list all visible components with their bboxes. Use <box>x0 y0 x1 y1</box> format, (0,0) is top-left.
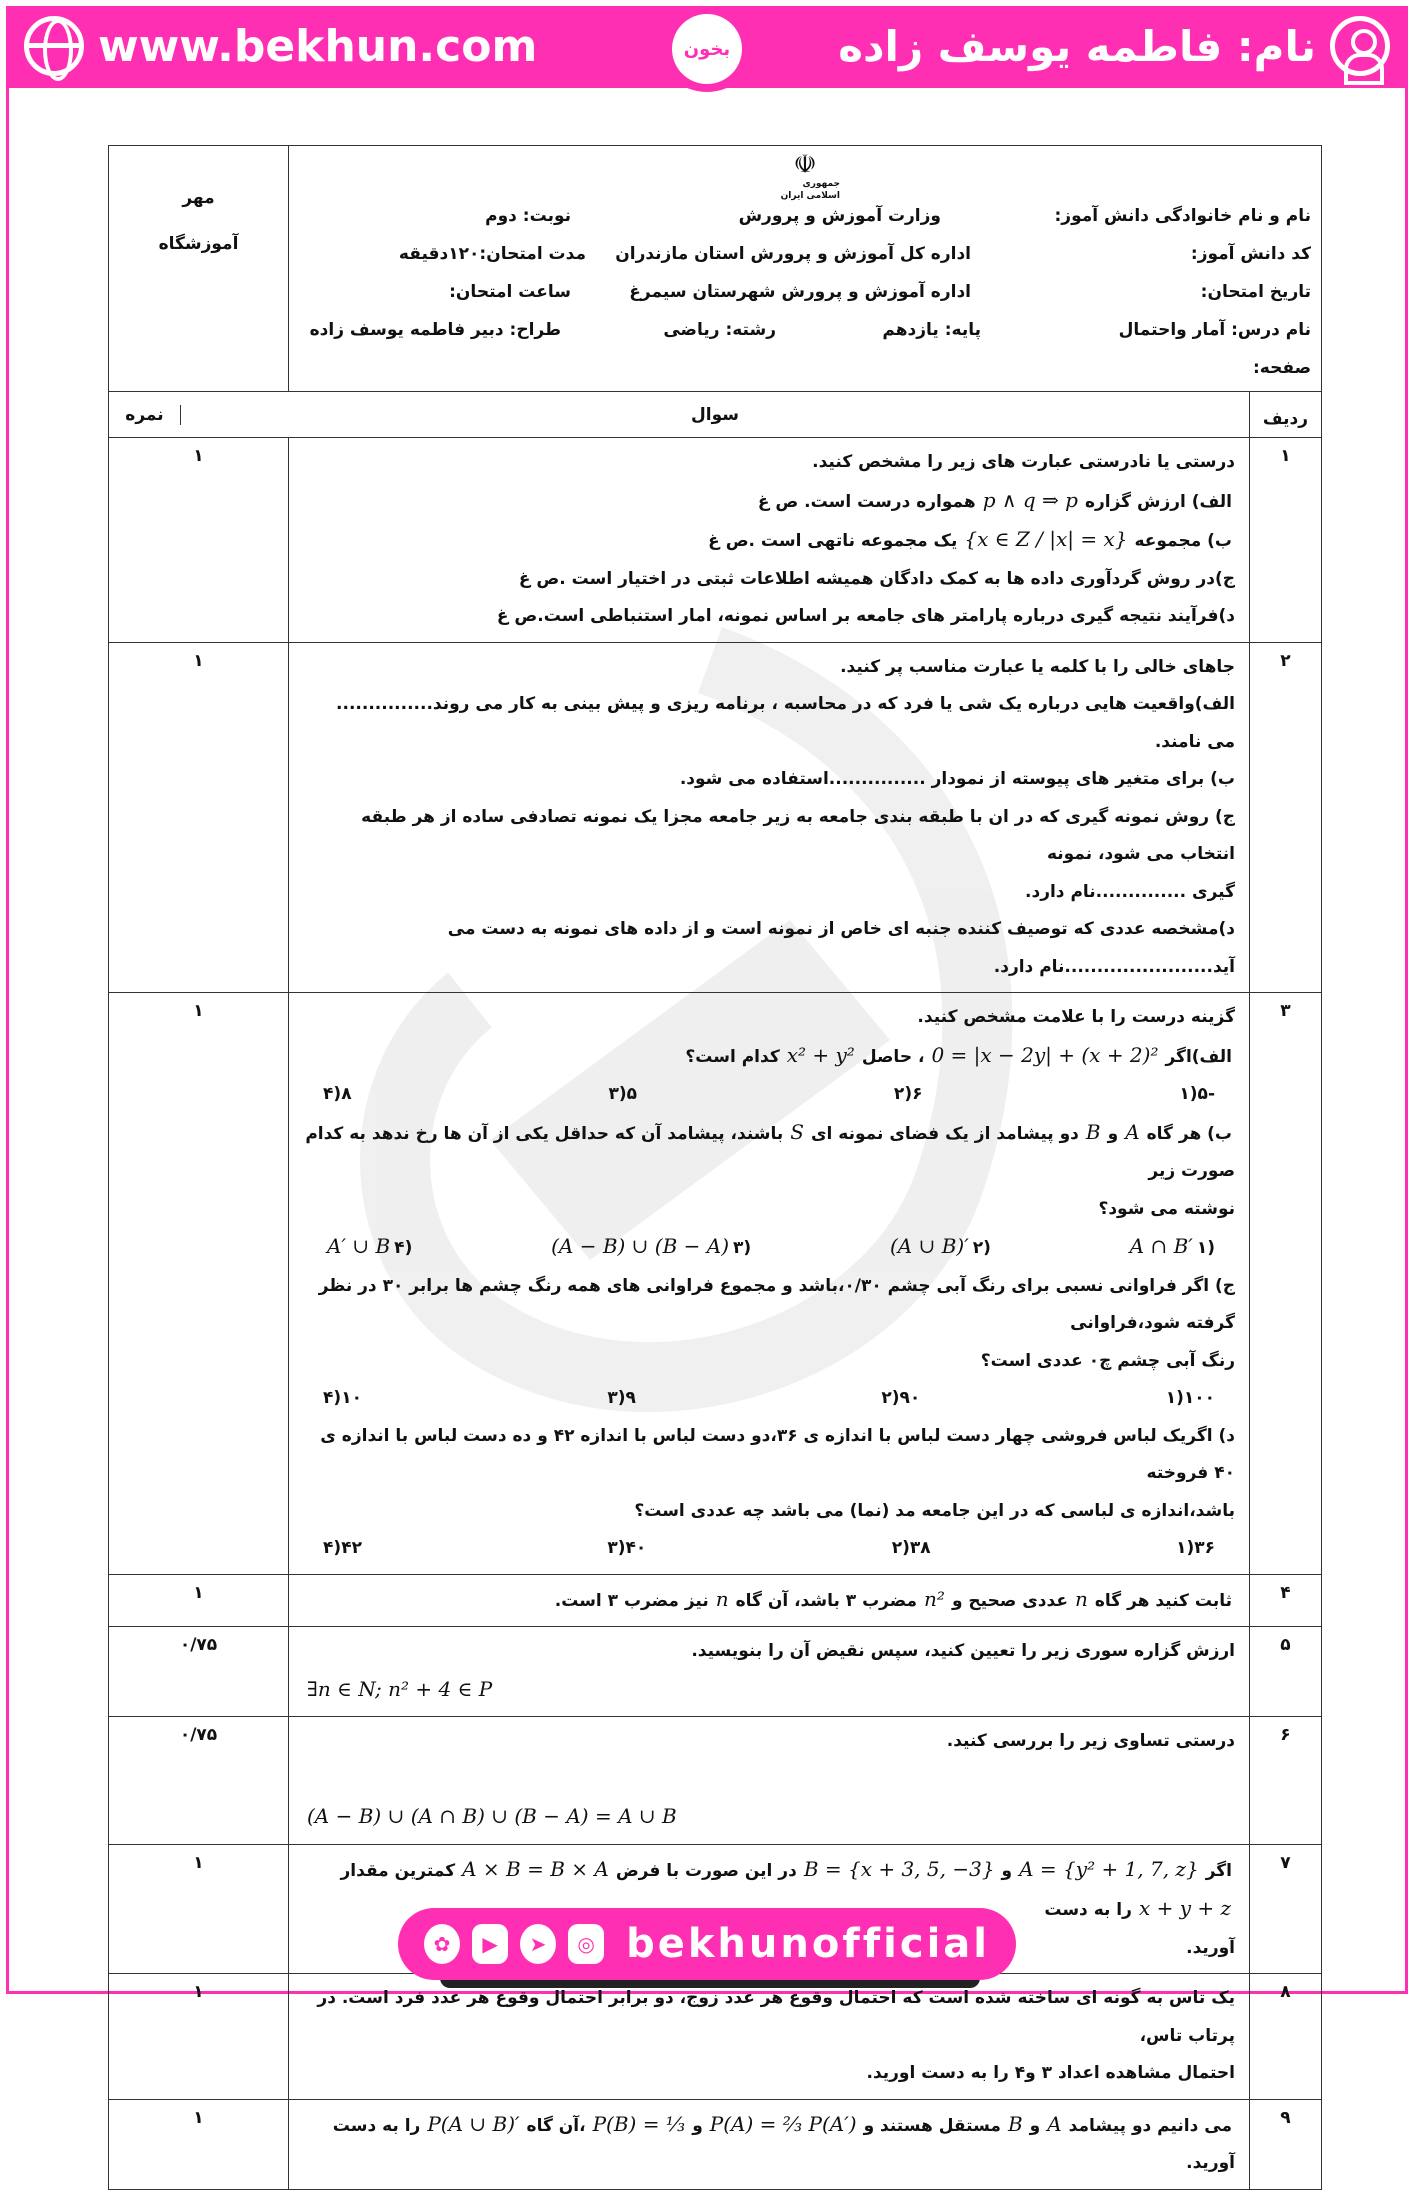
question-line: ج) اگر فراوانی نسبی برای رنگ آبی چشم ۰/۳۰،باشد و مجموع فراوانی های همه رنگ چشم ها برابر ۳۰ در نظر گرفته شود،فراوانی <box>318 1275 1235 1333</box>
question-fragment: و <box>1029 2115 1041 2136</box>
exam-header <box>289 146 1322 392</box>
question-line: نوشته می شود؟ <box>1098 1198 1235 1219</box>
question-row <box>109 438 1322 643</box>
question-line <box>303 482 1235 522</box>
option-label: (۳ <box>733 1238 752 1258</box>
question-text <box>289 2099 1250 2189</box>
answer-option[interactable]: ۵(۳ <box>608 1084 638 1104</box>
question-line: ج) روش نمونه گیری که در ان با طبقه بندی جامعه به زیر جامعه مجزا یک نمونه تصادفی ساده از هر طبقه انتخاب می شود، نمونه <box>361 806 1235 864</box>
col-header-num: ردیف <box>1250 392 1322 438</box>
question-number: ۱ <box>1250 438 1322 643</box>
seal-label: مهر <box>182 188 215 208</box>
question-line <box>303 1530 1235 1568</box>
grade-label: پایه: یازدهم <box>882 320 981 340</box>
math-expression: n <box>1074 1586 1088 1611</box>
question-line: ارزش گزاره سوری زیر را تعیین کنید، سپس نقیض آن را بنویسید. <box>691 1641 1235 1661</box>
question-line <box>303 521 1235 561</box>
question-line: احتمال مشاهده اعداد ۳ و۴ را به دست اورید. <box>866 2063 1235 2083</box>
question-score: ۱ <box>109 1574 289 1627</box>
answer-option[interactable]: -۵(۱ <box>1179 1084 1215 1104</box>
math-expression: (A − B) ∪ (A ∩ B) ∪ (B − A) = A ∪ B <box>307 1804 677 1828</box>
exam-time-label: ساعت امتحان: <box>449 282 571 302</box>
question-score: ۱ <box>109 2099 289 2189</box>
option-label: (۲ <box>972 1238 991 1258</box>
question-line <box>303 1761 1235 1799</box>
telegram-icon[interactable]: ➤ <box>520 1924 556 1964</box>
question-line: باشد،اندازه ی لباسی که در این جامعه مد (نما) می باشد چه عددی است؟ <box>634 1500 1235 1521</box>
question-number: ۸ <box>1250 1974 1322 2100</box>
question-text <box>289 1627 1250 1717</box>
question-fragment: عددی صحیح و <box>951 1590 1068 1611</box>
question-number: ۶ <box>1250 1717 1322 1845</box>
option-math: (A ∪ B)′ <box>889 1234 969 1258</box>
youtube-icon[interactable]: ▶ <box>472 1924 508 1964</box>
col-header-question-label: سوال <box>691 404 739 425</box>
question-line: جاهای خالی را با کلمه یا عبارت مناسب پر کنید. <box>840 656 1235 677</box>
option-label: (۱ <box>1196 1238 1215 1258</box>
answer-option[interactable] <box>886 1228 991 1268</box>
answer-option[interactable]: ۳۶(۱ <box>1176 1538 1215 1558</box>
ministry-label: وزارت آموزش و پرورش <box>738 206 941 226</box>
school-label: آموزشگاه <box>158 233 239 254</box>
question-line: گزینه درست را با علامت مشخص کنید. <box>917 1007 1235 1027</box>
question-line: یک تاس به گونه ای ساخته شده است که احتمال وقوع هر عدد زوج، دو برابر احتمال وقوع هر عدد فرد است. در پرتاب تاس، <box>317 1988 1235 2046</box>
option-math: (A − B) ∪ (B − A) <box>551 1234 730 1258</box>
question-line <box>303 1037 1235 1077</box>
question-line: الف)واقعیت هایی درباره یک شی یا فرد که در محاسبه ، برنامه ریزی و پیش بینی به کار می روند............... می نامند. <box>336 694 1235 752</box>
question-row <box>109 1717 1322 1845</box>
question-row <box>109 1974 1322 2100</box>
site-url-badge[interactable] <box>24 14 537 78</box>
exam-table <box>108 145 1322 2190</box>
question-row <box>109 1627 1322 1717</box>
question-row <box>109 1574 1322 1627</box>
answer-option[interactable]: ۱۰۰(۱ <box>1165 1388 1215 1408</box>
question-fragment: را به دست <box>1044 1900 1132 1920</box>
question-line <box>303 1228 1235 1268</box>
math-expression: A = {y² + 1, 7, z} <box>1019 1856 1199 1881</box>
question-text <box>289 438 1250 643</box>
answer-option[interactable]: ۹۰(۲ <box>881 1388 921 1408</box>
instagram-icon[interactable]: ◎ <box>568 1924 604 1964</box>
math-expression: x² + y² <box>786 1042 855 1067</box>
question-score: ۱ <box>109 1844 289 1974</box>
question-fragment: کدام است؟ <box>685 1046 780 1067</box>
student-fullname-label: نام و نام خانوادگی دانش آموز: <box>1054 206 1311 226</box>
math-expression: A <box>1047 2111 1062 2136</box>
math-expression: P(A ∪ B)′ <box>427 2111 520 2136</box>
province-office: اداره کل آموزش و پرورش استان مازندران <box>615 244 971 264</box>
exam-date-label: تاریخ امتحان: <box>1200 282 1311 302</box>
student-code-label: کد دانش آموز: <box>1190 244 1311 264</box>
question-fragment: کمترین مقدار <box>340 1860 456 1881</box>
answer-option[interactable] <box>323 1228 412 1268</box>
city-office: اداره آموزش و پرورش شهرستان سیمرغ <box>629 282 971 302</box>
question-line: آورید. <box>1186 1937 1235 1958</box>
student-name-badge <box>838 14 1390 78</box>
question-text <box>289 1974 1250 2100</box>
math-expression: ∃n ∈ N; n² + 4 ∈ P <box>307 1676 493 1701</box>
question-fragment: و <box>692 2115 703 2136</box>
math-expression: 0 = |x − 2y| + (x + 2)² <box>931 1042 1159 1067</box>
answer-option[interactable] <box>547 1228 751 1268</box>
question-number: ۲ <box>1250 642 1322 993</box>
question-line <box>303 1798 1235 1838</box>
question-number: ۹ <box>1250 2099 1322 2189</box>
question-fragment: مضرب ۳ باشد، آن گاه <box>735 1590 918 1611</box>
student-name: نام: فاطمه یوسف زاده <box>838 21 1316 71</box>
math-expression: P(B) = ⅓ <box>592 2111 686 2136</box>
math-expression: S <box>790 1119 804 1144</box>
bekhun-logo <box>672 14 742 84</box>
emblem-caption: جمهوری اسلامی ایران <box>780 179 840 201</box>
subject-label: نام درس: آمار واحتمال <box>1118 320 1311 340</box>
math-expression: A <box>1125 1119 1140 1144</box>
question-fragment: یک مجموعه ناتهی است .ص غ <box>708 531 958 551</box>
iran-emblem <box>770 150 840 201</box>
question-fragment: الف)اگر <box>1165 1046 1232 1067</box>
math-expression: P(A) = ⅔ P(A′) <box>709 2111 857 2136</box>
question-fragment: اگر <box>1205 1860 1232 1881</box>
emblem-icon: ☫ <box>793 150 817 180</box>
answer-option[interactable]: ۶(۲ <box>893 1084 923 1104</box>
question-line: د)فرآیند نتیجه گیری درباره پارامتر های جامعه بر اساس نمونه، امار استنباطی است.ص غ <box>496 606 1235 626</box>
math-expression: n <box>715 1586 729 1611</box>
question-text <box>289 1717 1250 1845</box>
question-fragment: نیز مضرب ۳ است. <box>554 1590 709 1611</box>
math-expression: B <box>1007 2111 1023 2136</box>
aparat-icon[interactable]: ✿ <box>424 1924 460 1964</box>
question-line <box>303 1671 1235 1711</box>
option-label: (۴ <box>394 1238 413 1258</box>
question-line: ج)در روش گردآوری داده ها به کمک دادگان همیشه اطلاعات ثبتی در اختیار است .ص غ <box>518 568 1235 589</box>
question-line: درستی تساوی زیر را بررسی کنید. <box>946 1731 1235 1751</box>
question-line <box>303 1581 1235 1621</box>
designer-label: طراح: دبیر فاطمه یوسف زاده <box>309 320 561 340</box>
math-expression: x + y + z <box>1138 1896 1231 1920</box>
math-expression: B = {x + 3, 5, −3} <box>803 1856 995 1881</box>
question-fragment: را به دست آورید. <box>332 2115 1235 2173</box>
question-text <box>289 1574 1250 1627</box>
question-number: ۳ <box>1250 993 1322 1575</box>
question-text <box>289 642 1250 993</box>
answer-option[interactable]: ۹(۳ <box>607 1388 636 1408</box>
question-score: ۱ <box>109 993 289 1575</box>
question-number: ۷ <box>1250 1844 1322 1974</box>
question-line: رنگ آبی چشم چ۰ عددی است؟ <box>980 1350 1235 1371</box>
math-expression: B <box>1085 1119 1101 1144</box>
math-expression: n² <box>924 1586 945 1611</box>
question-line: د)مشخصه عددی که توصیف کننده جنبه ای خاص از نمونه است و از داده های نمونه به دست می آید.......................نام دارد. <box>447 919 1235 977</box>
question-row <box>109 2099 1322 2189</box>
site-url[interactable]: www.bekhun.com <box>98 20 538 72</box>
question-number: ۵ <box>1250 1627 1322 1717</box>
exam-duration: مدت امتحان:۱۲۰دقیقه <box>398 244 586 264</box>
page-label: صفحه: <box>1252 358 1311 378</box>
math-expression: p ∧ q ⇒ p <box>982 487 1078 512</box>
question-score: ۱ <box>109 642 289 993</box>
math-expression: A × B = B × A <box>462 1856 609 1881</box>
question-fragment: می دانیم دو پیشامد <box>1068 2115 1232 2136</box>
question-fragment: ثابت کنید هر گاه <box>1094 1590 1232 1611</box>
question-fragment: دو پیشامد از یک فضای نمونه ای <box>810 1123 1079 1144</box>
question-fragment: ب) مجموعه <box>1134 531 1232 551</box>
question-score: ۱ <box>109 438 289 643</box>
globe-icon <box>24 16 84 76</box>
user-icon <box>1330 16 1390 76</box>
question-number: ۴ <box>1250 1574 1322 1627</box>
question-fragment: مستقل هستند و <box>863 2115 1001 2136</box>
question-fragment: در این صورت با فرض <box>615 1860 797 1881</box>
question-line: درستی یا نادرستی عبارت های زیر را مشخص کنید. <box>812 452 1235 472</box>
answer-option[interactable]: ۴۲(۴ <box>323 1538 362 1558</box>
question-score: ۱ <box>109 1974 289 2100</box>
question-row <box>109 993 1322 1575</box>
question-fragment: باشند، پیشامد آن که حداقل یکی از آن ها رخ ندهد به کدام صورت زیر <box>305 1123 1235 1181</box>
question-score: ۰/۷۵ <box>109 1627 289 1717</box>
question-line <box>303 1380 1235 1418</box>
table-head-row <box>109 392 1322 438</box>
question-fragment: ب) هر گاه <box>1146 1123 1232 1144</box>
question-line <box>303 1076 1235 1114</box>
question-fragment: و <box>1001 1860 1013 1881</box>
question-fragment: ، حاصل <box>861 1046 925 1067</box>
logo-text: بخون <box>683 38 731 60</box>
option-math: A ∩ B′ <box>1129 1234 1193 1258</box>
question-text <box>289 993 1250 1575</box>
math-expression: {x ∈ Z / |x| = x} <box>964 527 1128 551</box>
col-header-question <box>109 392 1250 438</box>
answer-option[interactable]: ۸(۴ <box>323 1084 352 1104</box>
seal-box <box>109 146 289 392</box>
social-footer[interactable] <box>398 1908 1016 1980</box>
answer-option[interactable]: ۱۰(۴ <box>323 1388 362 1408</box>
field-label: رشته: ریاضی <box>663 320 776 340</box>
exam-header-row <box>109 146 1322 392</box>
question-fragment: الف) ارزش گزاره <box>1084 491 1232 512</box>
question-line: ب) برای متغیر های پیوسته از نمودار ...............استفاده می شود. <box>679 769 1235 789</box>
question-line: گیری ..............نام دارد. <box>1025 881 1235 902</box>
option-math: A′ ∪ B <box>327 1234 391 1258</box>
question-row <box>109 642 1322 993</box>
answer-option[interactable] <box>1126 1228 1215 1268</box>
question-score: ۰/۷۵ <box>109 1717 289 1845</box>
question-fragment: همواره درست است. ص غ <box>757 491 976 512</box>
col-header-score: نمره <box>109 405 181 425</box>
social-handle[interactable]: bekhunofficial <box>626 1921 990 1967</box>
question-fragment: ،آن گاه <box>526 2115 586 2136</box>
question-line <box>303 2106 1235 2183</box>
answer-option[interactable]: ۳۸(۲ <box>891 1538 931 1558</box>
question-line <box>303 1114 1235 1191</box>
question-fragment: و <box>1107 1123 1119 1144</box>
answer-option[interactable]: ۴۰(۳ <box>607 1538 647 1558</box>
exam-turn: نوبت: دوم <box>485 206 571 226</box>
question-line: د) اگریک لباس فروشی چهار دست لباس با اندازه ی ۳۶،دو دست لباس با اندازه ۴۲ و ده دست لباس با اندازه ی ۴۰ فروخته <box>320 1425 1235 1483</box>
